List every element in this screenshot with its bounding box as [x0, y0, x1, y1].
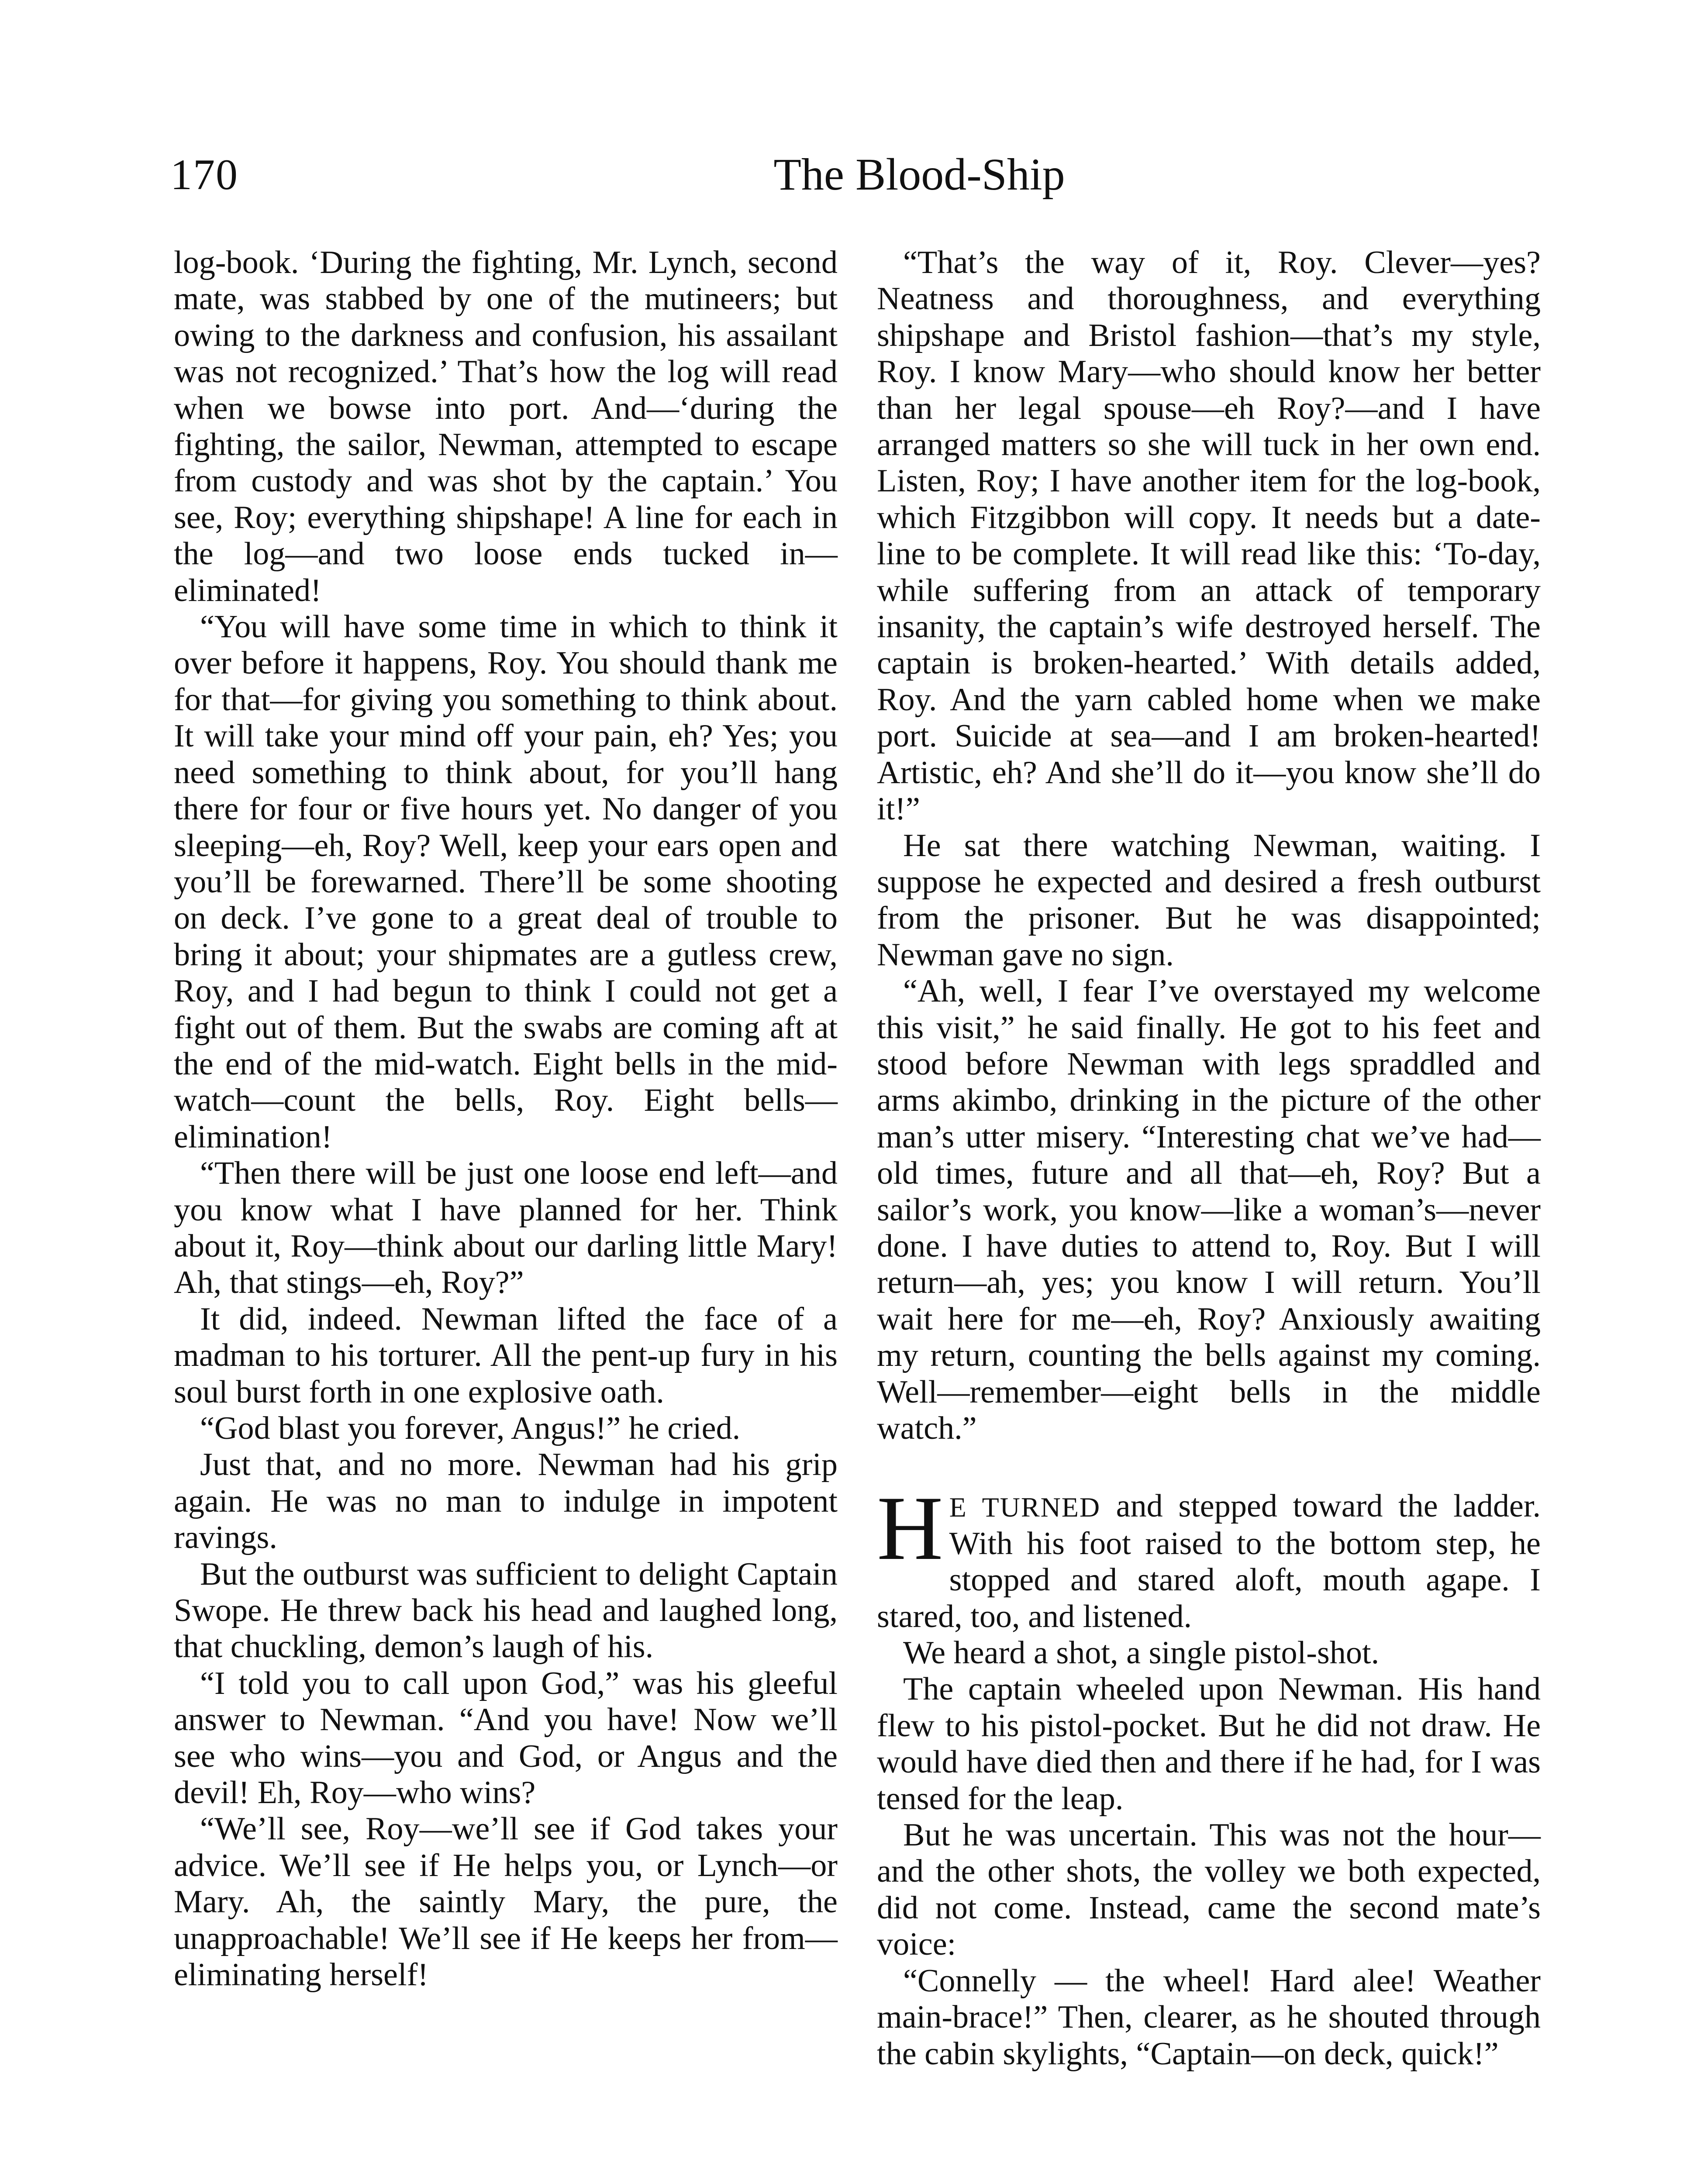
- page-header: [170, 144, 1668, 214]
- paragraph: “I told you to call upon God,” was his gleeful answer to Newman. “And you have! Now we’ll see who wins—you and God, or Angus and the devil! Eh, Roy—who wins?: [174, 1665, 838, 1811]
- drop-cap: H: [877, 1478, 943, 1579]
- paragraph: We heard a shot, a single pistol-shot.: [903, 1635, 1380, 1671]
- paragraph: Just that, and no more. Newman had his grip again. He was no man to indulge in impotent ravings.: [174, 1447, 838, 1556]
- section-opening-paragraph: [877, 1478, 1541, 1635]
- section-opening-text: and stepped toward the ladder. With his foot raised to the bottom step, he stopped and stared aloft, mouth agape. I stared, too, and listened.: [877, 1488, 1541, 1635]
- paragraph: The captain wheeled upon Newman. His hand flew to his pistol-pocket. But he did not draw. He would have died then and there if he had, for I was tensed for the leap.: [877, 1671, 1541, 1817]
- left-column: [174, 245, 838, 1994]
- paragraph: It did, indeed. Newman lifted the face of a madman to his torturer. All the pent-up fury in his soul burst forth in one explosive oath.: [174, 1301, 838, 1410]
- paragraph: log-book. ‘During the fighting, Mr. Lynch, second mate, was stabbed by one of the mutineers; but owing to the darkness and confusion, his assailant was not recognized.’ That’s how the log will read when we bowse into port. And—‘during the fighting, the sailor, Newman, attempted to escape from custody and was shot by the captain.’ You see, Roy; everything shipshape! A line for each in the log—and two loose ends tucked in—eliminated!: [174, 245, 838, 608]
- paragraph: But the outburst was sufficient to delight Captain Swope. He threw back his head and laughed long, that chuckling, demon’s laugh of his.: [174, 1556, 838, 1665]
- running-title: The Blood-Ship: [773, 149, 1065, 200]
- paragraph: “God blast you forever, Angus!” he cried.: [200, 1410, 741, 1446]
- right-column: [877, 245, 1541, 2072]
- paragraph: “That’s the way of it, Roy. Clever—yes? Neatness and thoroughness, and everything shipshape and Bristol fashion—that’s my style, Roy. I know Mary—who should know her better than her legal spouse—eh Roy?—and I have arranged matters so she will tuck in her own end. Listen, Roy; I have another item for the log-book, which Fitzgibbon will copy. It needs but a date-line to be complete. It will read like this: ‘To-day, while suffering from an attack of temporary insanity, the captain’s wife destroyed herself. The captain is broken-hearted.’ With details added, Roy. And the yarn cabled home when we make port. Suicide at sea—and I am broken-hearted! Artistic, eh? And she’ll do it—you know she’ll do it!”: [877, 245, 1541, 827]
- section-opening-smallcaps: E TURNED: [949, 1492, 1101, 1523]
- page-number: 170: [170, 150, 238, 199]
- paragraph: He sat there watching Newman, waiting. I suppose he expected and desired a fresh outburst from the prisoner. But he was disappointed; Newman gave no sign.: [877, 827, 1541, 973]
- paragraph: “You will have some time in which to think it over before it happens, Roy. You should thank me for that—for giving you something to think about. It will take your mind off your pain, eh? Yes; you need something to think about, for you’ll hang there for four or five hours yet. No danger of you sleeping—eh, Roy? Well, keep your ears open and you’ll be forewarned. There’ll be some shooting on deck. I’ve gone to a great deal of trouble to bring it about; your shipmates are a gutless crew, Roy, and I had begun to think I could not get a fight out of them. But the swabs are coming aft at the end of the mid-watch. Eight bells in the mid-watch—count the bells, Roy. Eight bells—elimination!: [174, 609, 838, 1155]
- paragraph: But he was uncertain. This was not the hour—and the other shots, the volley we both expected, did not come. Instead, came the second mate’s voice:: [877, 1817, 1541, 1963]
- paragraph: “Connelly — the wheel! Hard alee! Weather main-brace!” Then, clearer, as he shouted through the cabin skylights, “Captain—on deck, quick!”: [877, 1963, 1541, 2072]
- paragraph: “Then there will be just one loose end left—and you know what I have planned for her. Think about it, Roy—think about our darling little Mary! Ah, that stings—eh, Roy?”: [174, 1155, 838, 1301]
- paragraph: “Ah, well, I fear I’ve overstayed my welcome this visit,” he said finally. He got to his feet and stood before Newman with legs spraddled and arms akimbo, drinking in the picture of the other man’s utter misery. “Interesting chat we’ve had—old times, future and all that—eh, Roy? But a sailor’s work, you know—like a woman’s—never done. I have duties to attend to, Roy. But I will return—ah, yes; you know I will return. You’ll wait here for me—eh, Roy? Anxiously awaiting my return, counting the bells against my coming. Well—remember—eight bells in the middle watch.”: [877, 973, 1541, 1446]
- paragraph: “We’ll see, Roy—we’ll see if God takes your advice. We’ll see if He helps you, or Lynch—or Mary. Ah, the saintly Mary, the pure, the unapproachable! We’ll see if He keeps her from—eliminating herself!: [174, 1811, 838, 1993]
